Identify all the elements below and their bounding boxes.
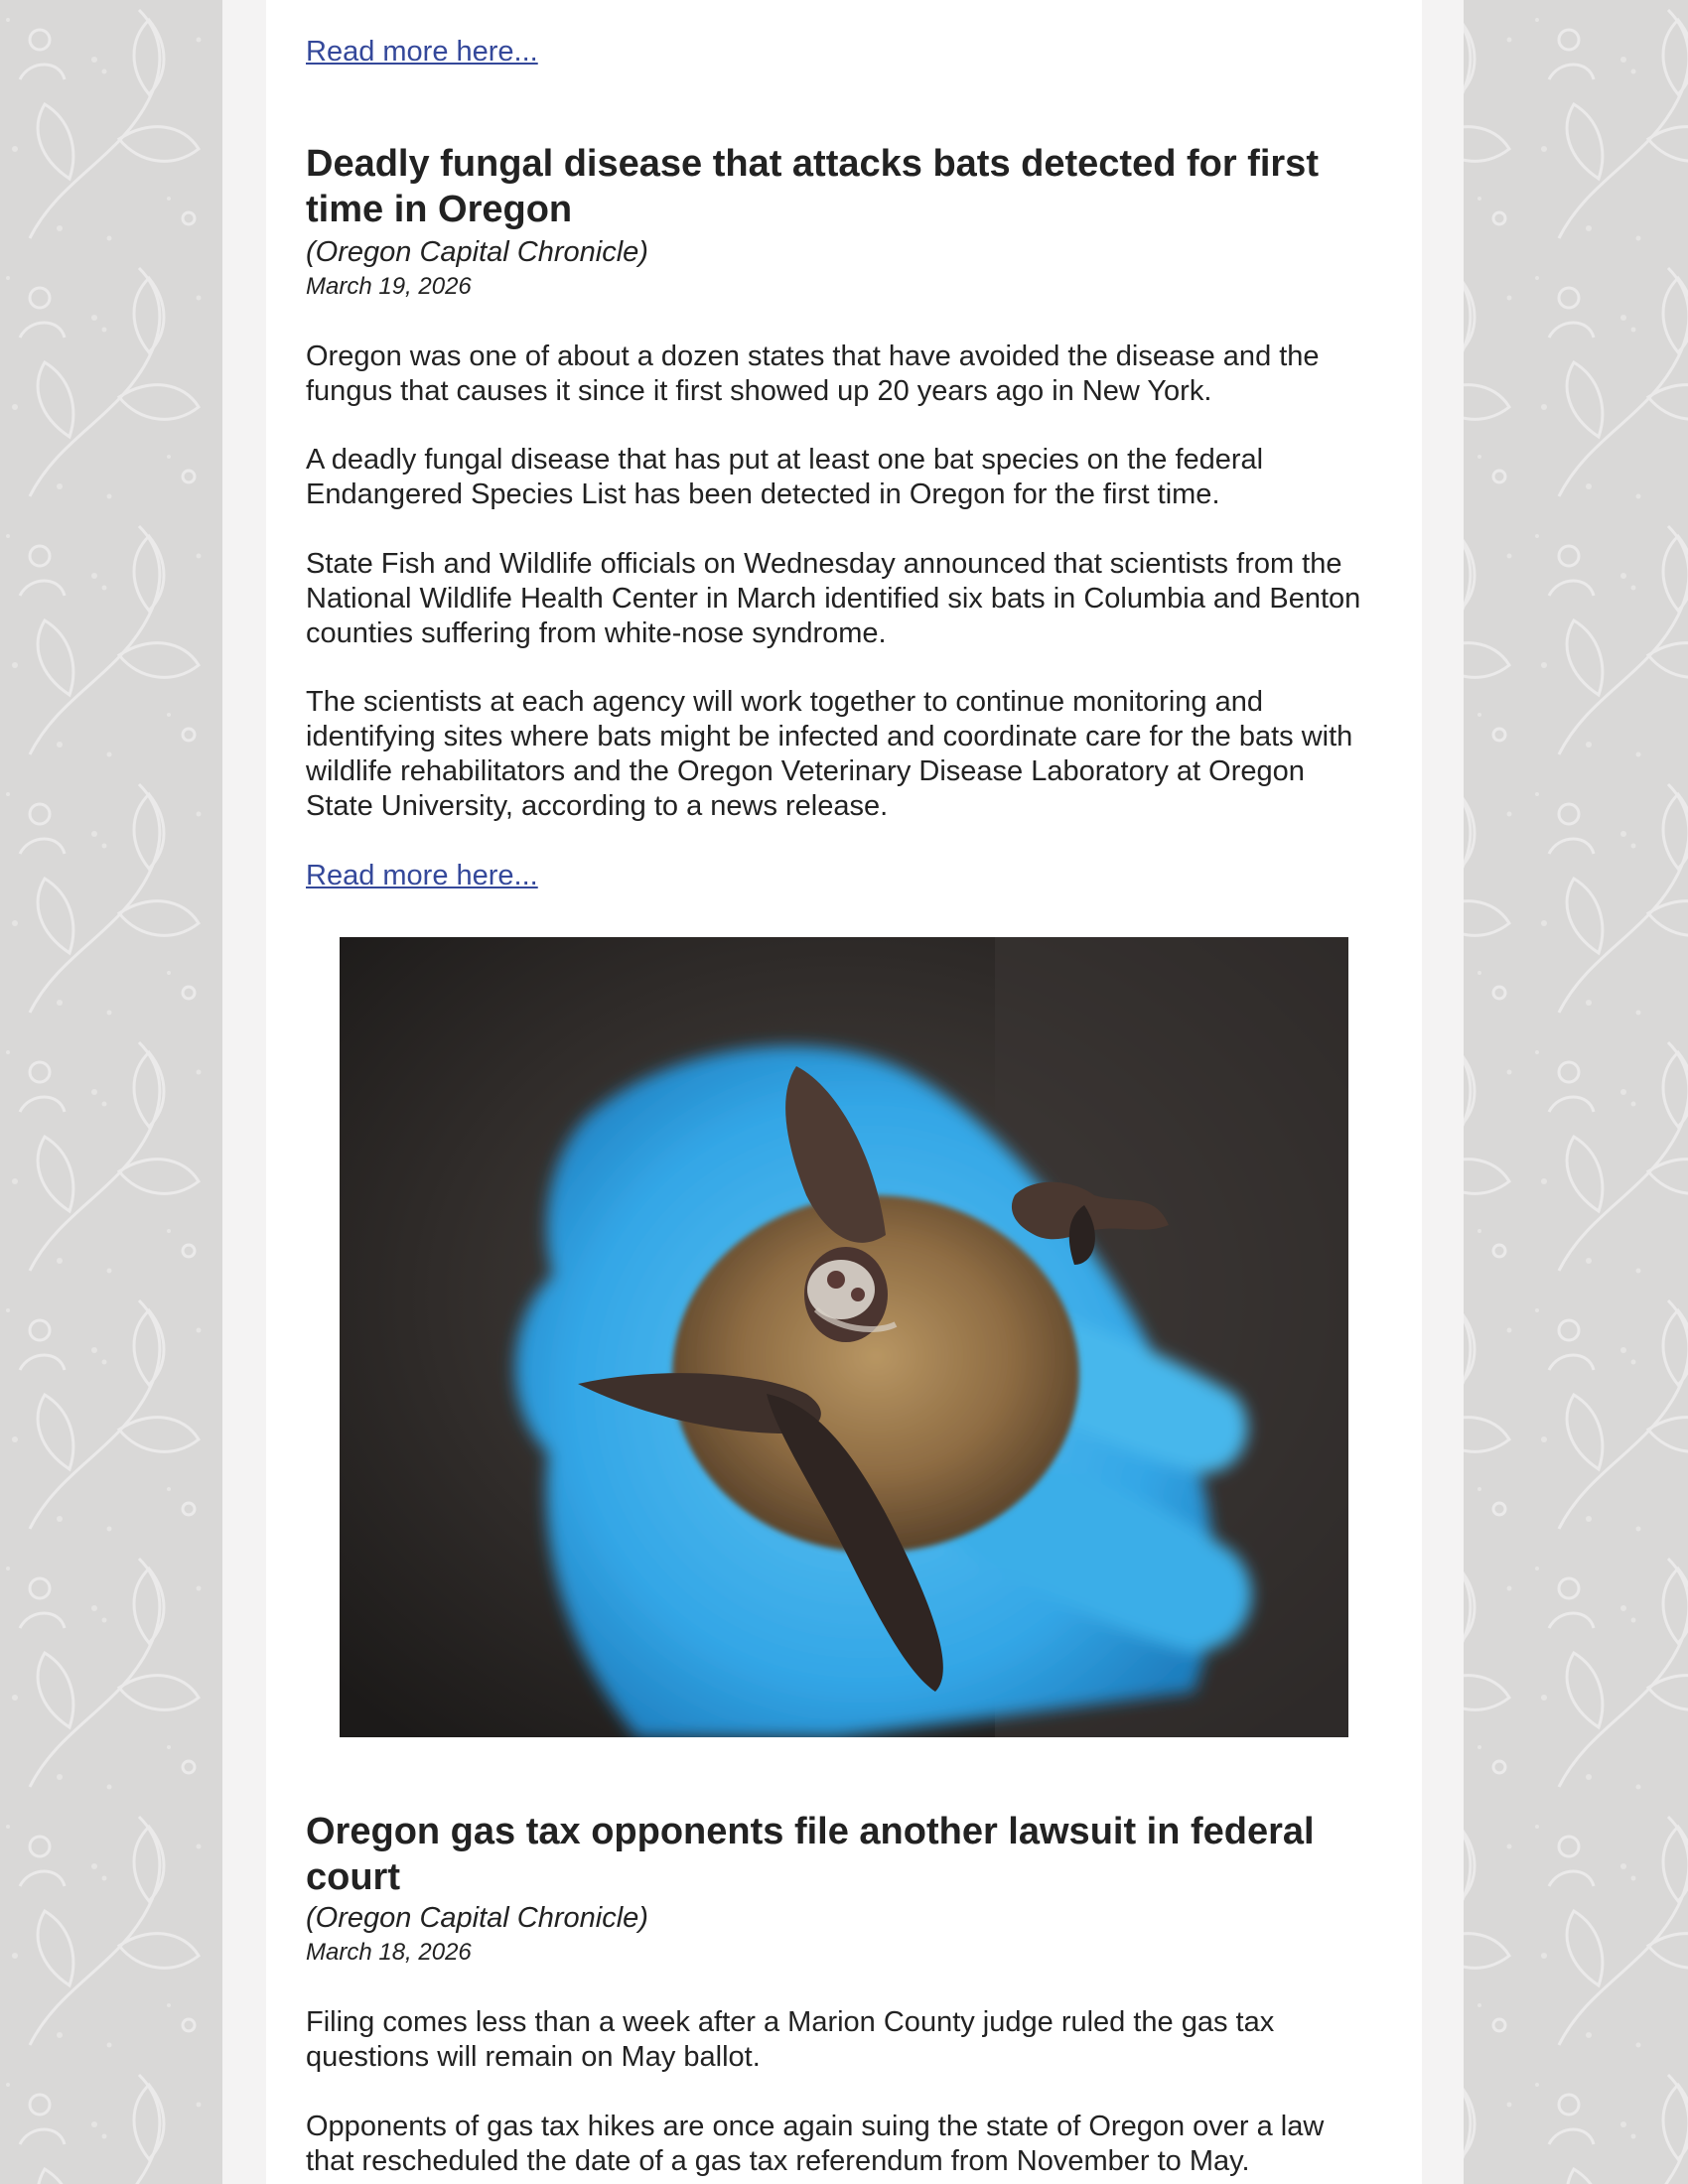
article-paragraph: The scientists at each agency will work together to continue monitoring and identifying sites where bats might be infected and coordinate care for the bats with wildlife rehabilitators and the Oregon Veterinary Disease Laboratory at Oregon State University, according to a news release. (306, 686, 1353, 822)
bat-photo (340, 937, 1348, 1737)
article-date: March 18, 2026 (306, 1939, 472, 1966)
bat-in-glove-illustration (340, 937, 1348, 1737)
article-paragraph: State Fish and Wildlife officials on Wednesday announced that scientists from the National Wildlife Health Center in March identified six bats in Columbia and Benton counties suffering from white-nose syndrome. (306, 548, 1361, 649)
read-more-link-bat-disease[interactable]: Read more here... (306, 860, 538, 891)
article-source: (Oregon Capital Chronicle) (306, 1902, 648, 1934)
article-paragraph: Oregon was one of about a dozen states that have avoided the disease and the fungus that causes it since it first showed up 20 years ago in New York. (306, 341, 1320, 407)
read-more-link-previous[interactable]: Read more here... (306, 36, 538, 68)
article-paragraph: A deadly fungal disease that has put at least one bat species on the federal Endangered Species List has been detected in Oregon for the first time. (306, 444, 1264, 510)
article-date: March 19, 2026 (306, 273, 472, 300)
article-headline-bat-disease: Deadly fungal disease that attacks bats detected for first time in Oregon (306, 143, 1319, 230)
article-source: (Oregon Capital Chronicle) (306, 236, 648, 268)
article-paragraph: Filing comes less than a week after a Marion County judge ruled the gas tax questions will remain on May ballot. (306, 2006, 1275, 2073)
article-paragraph: Opponents of gas tax hikes are once again suing the state of Oregon over a law that rescheduled the date of a gas tax referendum from November to May. (306, 2111, 1325, 2177)
article-headline-gas-tax: Oregon gas tax opponents file another lawsuit in federal court (306, 1811, 1315, 1898)
